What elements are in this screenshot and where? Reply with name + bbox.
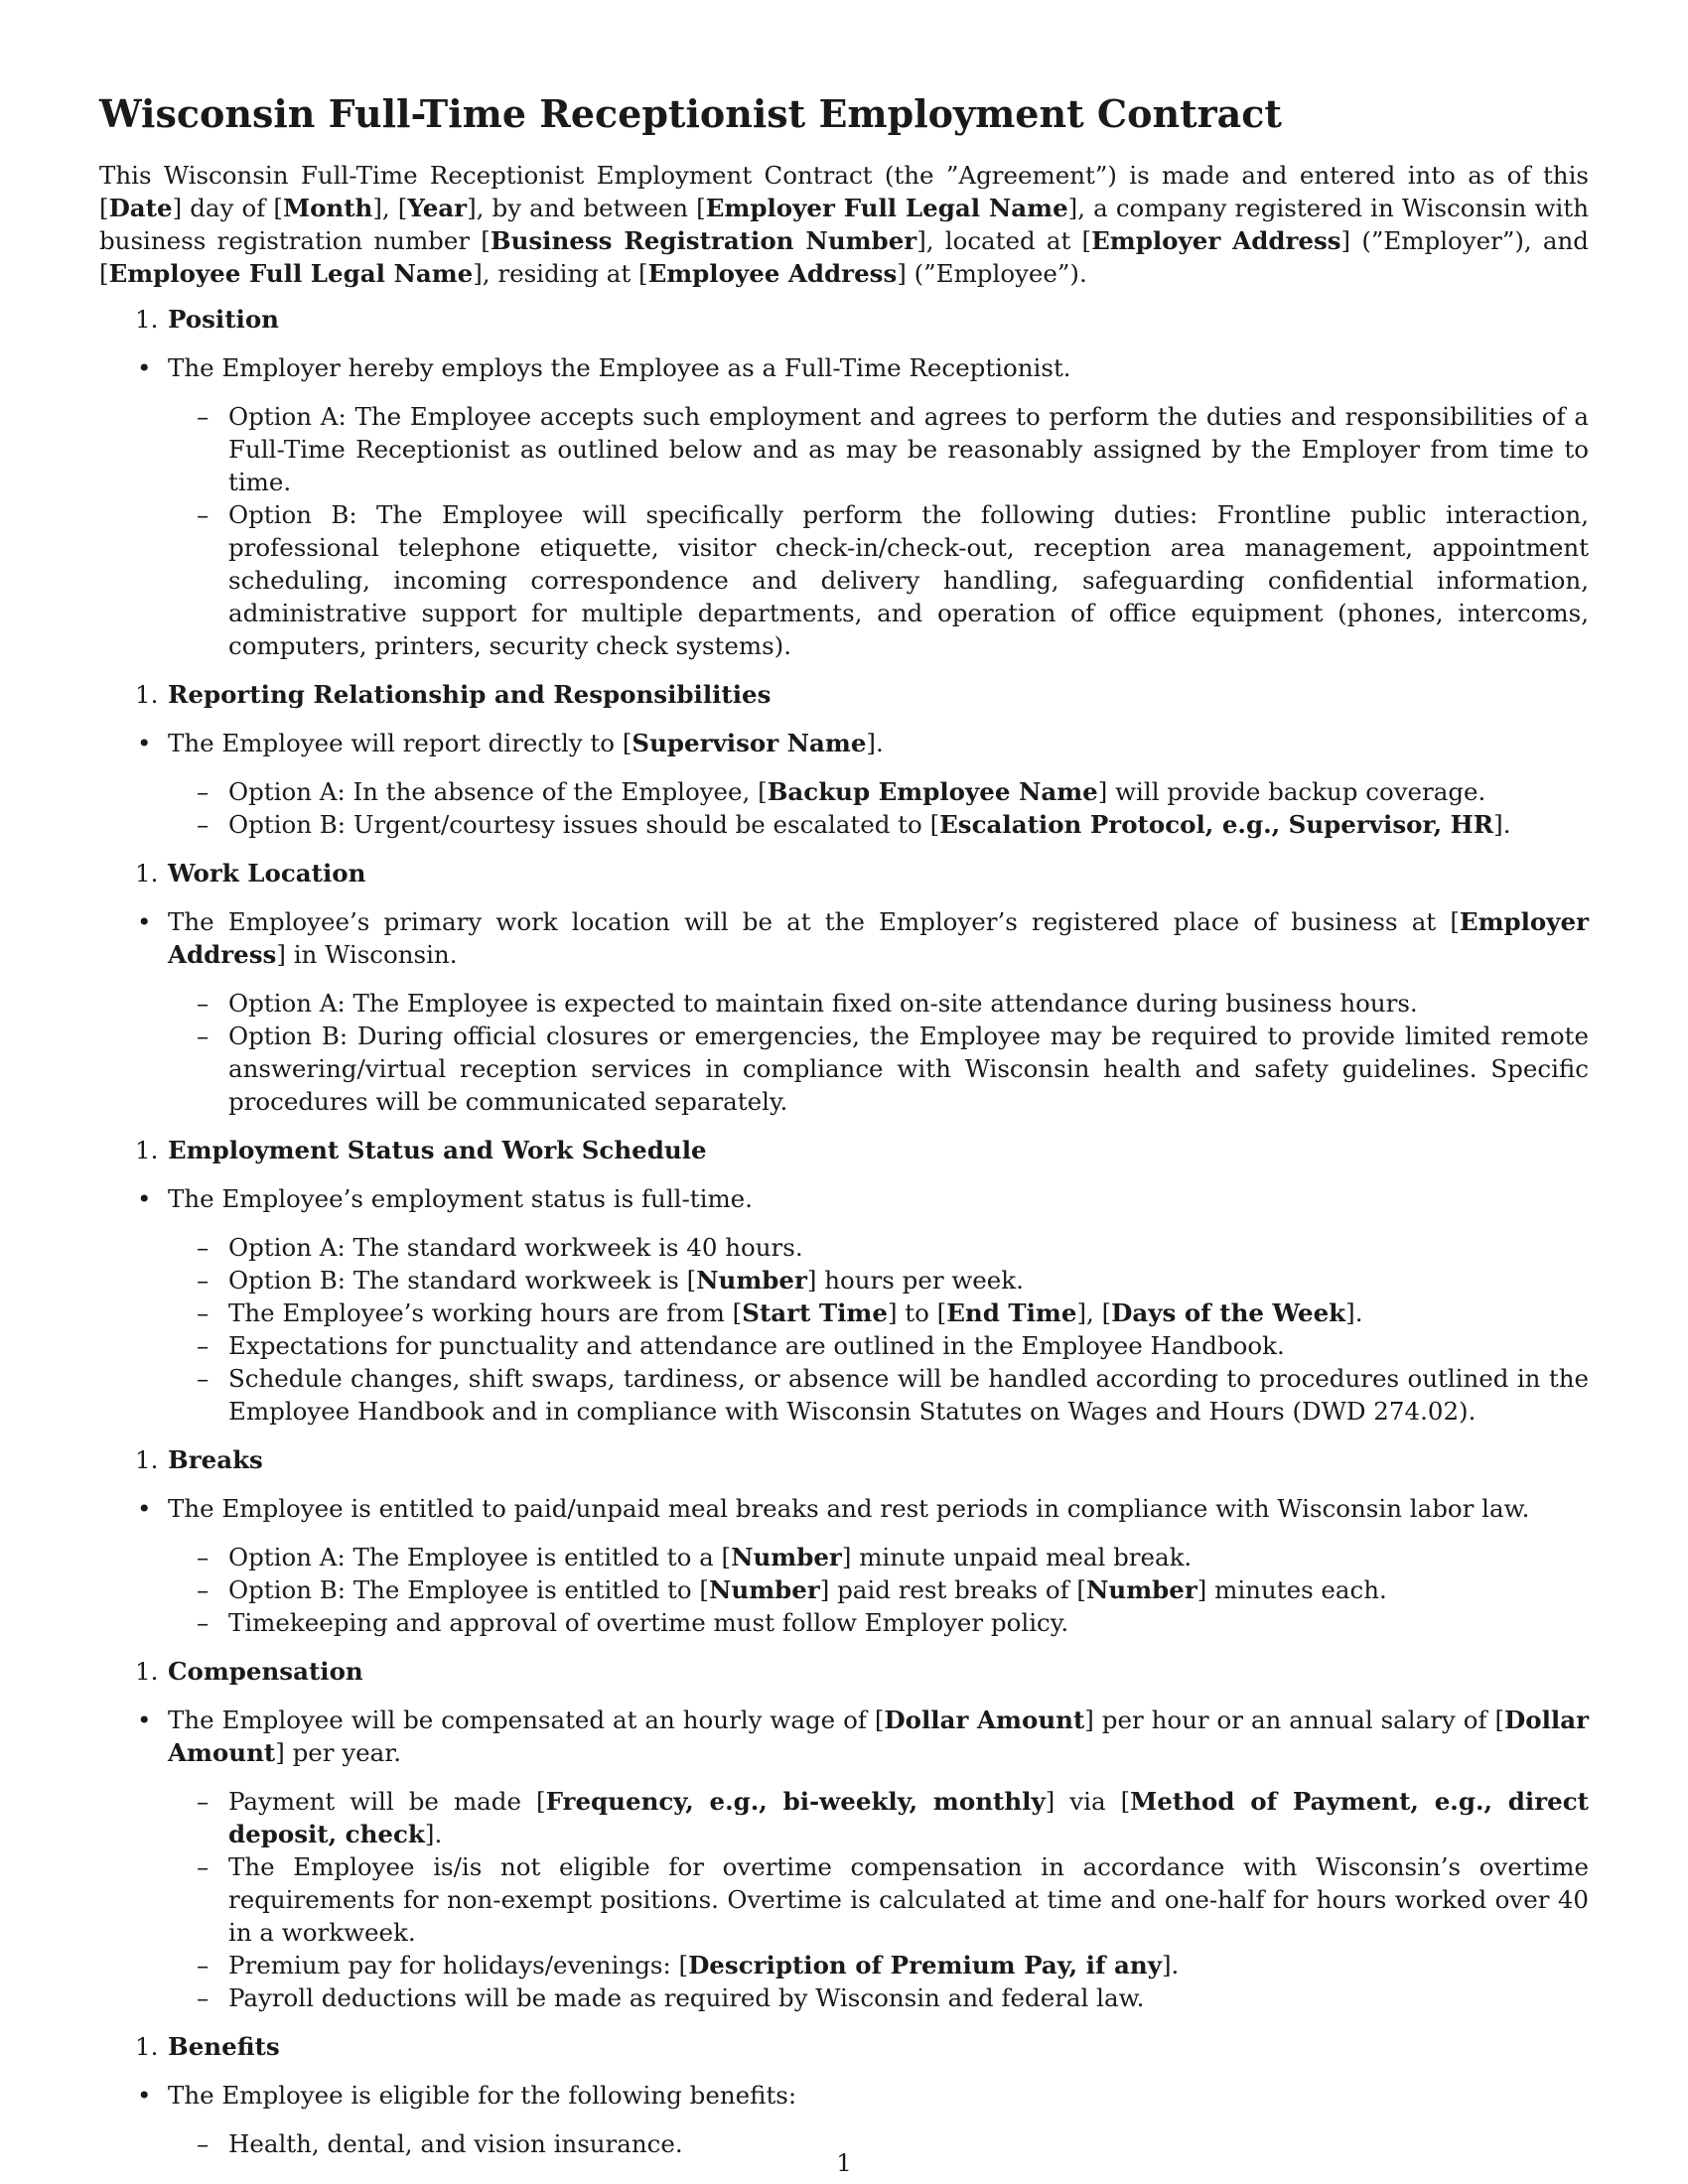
text-run: ] paid rest breaks of [ (819, 1575, 1086, 1604)
section-heading (99, 1134, 1589, 1166)
bullet-icon: • (137, 1494, 152, 1523)
text-run: ], a company registered in Wisconsin with business registration number [ (99, 194, 1589, 255)
section-title: Employment Status and Work Schedule (168, 1136, 707, 1164)
text-run: Option A: The Employee is entitled to a [ (228, 1543, 732, 1571)
dash-icon: – (197, 1983, 210, 2012)
text-run: Option A: In the absence of the Employee, [ (228, 777, 768, 806)
sub-item-text (228, 775, 1589, 808)
text-run: ] hours per week. (806, 1266, 1024, 1295)
bullet-text (168, 905, 1589, 971)
section-title: Reporting Relationship and Responsibilities (168, 680, 772, 709)
sub-list-item (99, 1264, 1589, 1297)
text-run: ]. (1161, 1951, 1180, 1979)
text-run: The Employee’s working hours are from [ (228, 1298, 743, 1327)
dash-icon: – (197, 1951, 210, 1979)
sub-list-item (99, 1981, 1589, 2014)
placeholder-field: Dollar Amount (884, 1706, 1085, 1734)
sub-list (99, 1785, 1589, 2014)
sub-list-item (99, 1606, 1589, 1639)
section-title: Benefits (168, 2032, 280, 2061)
sub-item-text (228, 498, 1589, 662)
text-run: ] (”Employee”). (897, 259, 1087, 288)
section-title: Compensation (168, 1657, 363, 1686)
sub-item-text (228, 808, 1589, 841)
section-title: Position (168, 305, 279, 334)
sub-item-text (228, 1573, 1589, 1606)
sub-list-item (99, 1329, 1589, 1362)
dash-icon: – (197, 1364, 210, 1393)
dash-icon: – (197, 1543, 210, 1571)
placeholder-field: Number (1085, 1575, 1197, 1604)
bullet-icon: • (137, 353, 152, 382)
placeholder-field: Number (708, 1575, 820, 1604)
text-run: Schedule changes, shift swaps, tardiness, or absence will be handled according to procedures outlined in the Employee Handbook and in compliance with Wisconsin Statutes on Wages and Hours (DWD 274.02). (228, 1364, 1589, 1426)
bullet-icon: • (137, 1184, 152, 1213)
text-run: ] in Wisconsin. (276, 940, 458, 969)
dash-icon: – (197, 500, 210, 529)
text-run: Option B: During official closures or emergencies, the Employee may be required to provide limited remote answering/virtual reception services in compliance with Wisconsin health and safety guidelines. Specific procedures will be communicated separately. (228, 1022, 1589, 1116)
sub-item-text (228, 1981, 1589, 2014)
placeholder-field: Number (731, 1543, 842, 1571)
placeholder-field: Frequency, e.g., bi-weekly, monthly (545, 1787, 1046, 1816)
sections-container (99, 303, 1589, 2160)
section-heading (99, 2030, 1589, 2063)
text-run: Health, dental, and vision insurance. (228, 2129, 683, 2158)
sub-list-item (99, 498, 1589, 662)
text-run: Option B: The Employee will specifically perform the following duties: Frontline public interaction, professional telephone etiquette, visitor check-in/check-out, reception area management, appointment scheduling, incoming correspondence and delivery handling, safeguarding confidential information, administrative support for multiple departments, and operation of office equipment (phones, intercoms, computers, printers, security check systems). (228, 500, 1589, 660)
text-run: Option A: The Employee accepts such employment and agrees to perform the duties and responsibilities of a Full-Time Receptionist as outlined below and as may be reasonably assigned by the Employer from time to time. (228, 402, 1589, 496)
text-run: The Employer hereby employs the Employee as a Full-Time Receptionist. (168, 353, 1071, 382)
bullet-item (99, 1182, 1589, 1215)
sub-item-text (228, 1329, 1589, 1362)
placeholder-field: Supervisor Name (632, 729, 867, 757)
bullet-text (168, 1492, 1589, 1525)
placeholder-field: Dollar Amount (168, 1706, 1589, 1767)
sub-list-item (99, 1949, 1589, 1981)
sub-item-text (228, 987, 1589, 1020)
sub-list-item (99, 1362, 1589, 1428)
text-run: ] per year. (275, 1738, 402, 1767)
sub-list (99, 1231, 1589, 1428)
text-run: The Employee is entitled to paid/unpaid meal breaks and rest periods in compliance with Wisconsin labor law. (168, 1494, 1530, 1523)
text-run: Payment will be made [ (228, 1787, 546, 1816)
text-run: ] minutes each. (1196, 1575, 1387, 1604)
dash-icon: – (197, 989, 210, 1018)
text-run: ] via [ (1045, 1787, 1131, 1816)
placeholder-field: Employer Full Legal Name (705, 194, 1068, 222)
bullet-text (168, 2079, 1589, 2112)
text-run: ]. (424, 1820, 443, 1848)
text-run: Option B: The standard workweek is [ (228, 1266, 697, 1295)
sub-list-item (99, 987, 1589, 1020)
sub-item-text (228, 1231, 1589, 1264)
section-title: Breaks (168, 1445, 263, 1474)
section-number: 1. (135, 859, 159, 887)
text-run: Premium pay for holidays/evenings: [ (228, 1951, 689, 1979)
dash-icon: – (197, 1233, 210, 1262)
text-run: Option B: The Employee is entitled to [ (228, 1575, 709, 1604)
sub-list (99, 1541, 1589, 1639)
section-number: 1. (135, 2032, 159, 2061)
sub-list-item (99, 1020, 1589, 1118)
section-heading (99, 303, 1589, 336)
dash-icon: – (197, 1266, 210, 1295)
sub-list (99, 400, 1589, 662)
intro-paragraph (99, 159, 1589, 290)
bullet-text (168, 1182, 1589, 1215)
sub-list-item (99, 400, 1589, 498)
placeholder-field: Employee Address (647, 259, 898, 288)
sub-list-item (99, 1785, 1589, 1850)
bullet-item (99, 1704, 1589, 1769)
bullet-text (168, 351, 1589, 384)
section-number: 1. (135, 1657, 159, 1686)
section-heading (99, 1655, 1589, 1688)
sub-item-text (228, 1264, 1589, 1297)
text-run: Expectations for punctuality and attendance are outlined in the Employee Handbook. (228, 1331, 1285, 1360)
text-run: ], [ (372, 194, 408, 222)
sub-item-text (228, 1785, 1589, 1850)
placeholder-field: Escalation Protocol, e.g., Supervisor, HR (939, 810, 1494, 839)
text-run: Option A: The standard workweek is 40 hours. (228, 1233, 803, 1262)
sub-item-text (228, 1949, 1589, 1981)
bullet-text (168, 727, 1589, 759)
sub-item-text (228, 1850, 1589, 1949)
bullet-icon: • (137, 2081, 152, 2110)
text-run: [ (99, 194, 109, 222)
bullet-icon: • (137, 1706, 152, 1734)
placeholder-field: Month (282, 194, 373, 222)
text-run: This Wisconsin Full-Time Receptionist Employment Contract (the ”Agreement”) is made and entered into as of this (99, 161, 1589, 190)
text-run: Option B: Urgent/courtesy issues should be escalated to [ (228, 810, 940, 839)
text-run: ] minute unpaid meal break. (841, 1543, 1193, 1571)
section-heading (99, 1443, 1589, 1476)
placeholder-field: Date (108, 194, 173, 222)
placeholder-field: Business Registration Number (490, 226, 917, 255)
bullet-item (99, 905, 1589, 971)
bullet-icon: • (137, 729, 152, 757)
text-run: ] per hour or an annual salary of [ (1084, 1706, 1505, 1734)
sub-item-text (228, 400, 1589, 498)
dash-icon: – (197, 1575, 210, 1604)
text-run: ], by and between [ (467, 194, 706, 222)
sub-list (99, 775, 1589, 841)
text-run: ], [ (1076, 1298, 1112, 1327)
sub-list-item (99, 1541, 1589, 1573)
dash-icon: – (197, 1608, 210, 1637)
sub-list-item (99, 1573, 1589, 1606)
sub-list-item (99, 1231, 1589, 1264)
bullet-text (168, 1704, 1589, 1769)
text-run: ]. (866, 729, 884, 757)
text-run: Option A: The Employee is expected to maintain fixed on-site attendance during business hours. (228, 989, 1418, 1018)
section-title: Work Location (168, 859, 366, 887)
text-run: The Employee will report directly to [ (168, 729, 633, 757)
sub-list (99, 987, 1589, 1118)
text-run: The Employee will be compensated at an hourly wage of [ (168, 1706, 885, 1734)
dash-icon: – (197, 1298, 210, 1327)
text-run: Timekeeping and approval of overtime must follow Employer policy. (228, 1608, 1069, 1637)
placeholder-field: Employee Full Legal Name (108, 259, 474, 288)
page-number: 1 (836, 2148, 852, 2177)
sub-list-item (99, 1850, 1589, 1949)
text-run: ]. (1493, 810, 1511, 839)
section-number: 1. (135, 1445, 159, 1474)
placeholder-field: End Time (946, 1298, 1077, 1327)
text-run: ] will provide backup coverage. (1097, 777, 1486, 806)
section-heading (99, 678, 1589, 711)
placeholder-field: Employer Address (168, 907, 1589, 969)
dash-icon: – (197, 810, 210, 839)
dash-icon: – (197, 1852, 210, 1881)
dash-icon: – (197, 1331, 210, 1360)
sub-list-item (99, 775, 1589, 808)
bullet-item (99, 1492, 1589, 1525)
section-number: 1. (135, 680, 159, 709)
placeholder-field: Year (407, 194, 468, 222)
dash-icon: – (197, 1022, 210, 1050)
text-run: The Employee’s primary work location will be at the Employer’s registered place of business at [ (168, 907, 1460, 936)
document-title: Wisconsin Full-Time Receptionist Employment Contract (99, 91, 1282, 136)
placeholder-field: Start Time (742, 1298, 888, 1327)
sub-item-text (228, 1020, 1589, 1118)
text-run: Payroll deductions will be made as required by Wisconsin and federal law. (228, 1983, 1145, 2012)
text-run: ], located at [ (916, 226, 1092, 255)
placeholder-field: Number (696, 1266, 807, 1295)
text-run: ] day of [ (172, 194, 283, 222)
section-number: 1. (135, 1136, 159, 1164)
placeholder-field: Backup Employee Name (767, 777, 1098, 806)
dash-icon: – (197, 402, 210, 431)
sub-list-item (99, 1297, 1589, 1329)
placeholder-field: Method of Payment, e.g., direct deposit, check (228, 1787, 1589, 1848)
sub-item-text (228, 1541, 1589, 1573)
bullet-item (99, 351, 1589, 384)
section-number: 1. (135, 305, 159, 334)
sub-item-text (228, 1297, 1589, 1329)
bullet-item (99, 2079, 1589, 2112)
text-run: ], residing at [ (473, 259, 648, 288)
section-heading (99, 857, 1589, 889)
placeholder-field: Employer Address (1091, 226, 1341, 255)
dash-icon: – (197, 1787, 210, 1816)
document-page (99, 91, 1589, 2176)
sub-list-item (99, 808, 1589, 841)
text-run: ] (”Employer”), and [ (99, 226, 1589, 288)
sub-item-text (228, 1362, 1589, 1428)
text-run: The Employee is eligible for the following benefits: (168, 2081, 797, 2110)
dash-icon: – (197, 2129, 210, 2158)
bullet-item (99, 727, 1589, 759)
text-run: The Employee’s employment status is full-time. (168, 1184, 753, 1213)
sub-item-text (228, 1606, 1589, 1639)
text-run: ] to [ (887, 1298, 947, 1327)
bullet-icon: • (137, 907, 152, 936)
placeholder-field: Description of Premium Pay, if any (688, 1951, 1162, 1979)
text-run: The Employee is/is not eligible for overtime compensation in accordance with Wisconsin’s overtime requirements for non-exempt positions. Overtime is calculated at time and one-half for hours worked over 40 in a workweek. (228, 1852, 1589, 1947)
text-run: ]. (1345, 1298, 1363, 1327)
dash-icon: – (197, 777, 210, 806)
placeholder-field: Days of the Week (1111, 1298, 1346, 1327)
